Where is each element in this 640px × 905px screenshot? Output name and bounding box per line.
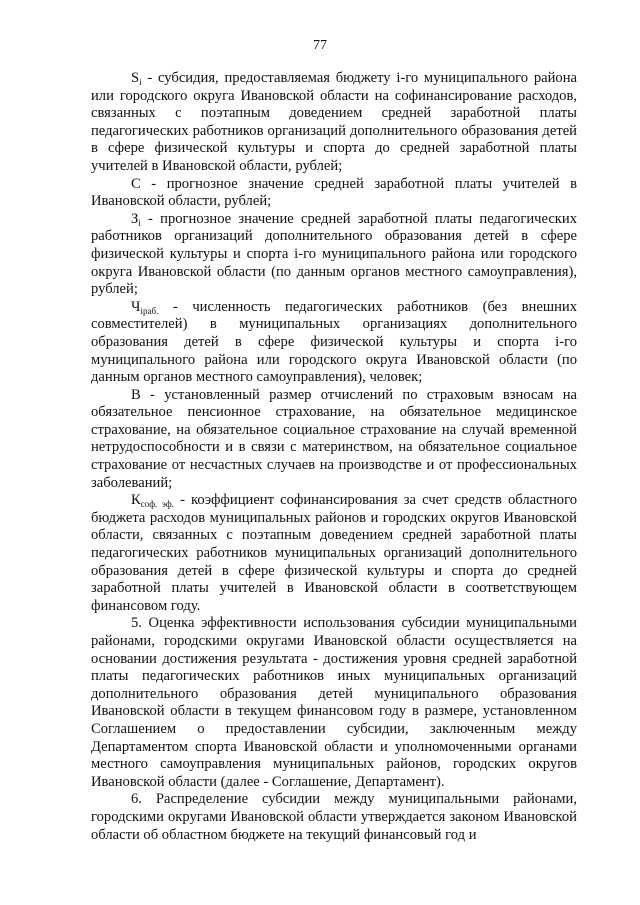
paragraph-text: 6. Распределение субсидии между муниципальными районами, городскими округами Ивановской области утверждается законом Ивановской области об областном бюджете на текущий финансовый год и (91, 791, 577, 843)
definition-k-sof (91, 492, 577, 615)
symbol: К (131, 492, 141, 509)
definition-text: - прогнозное значение средней заработной платы педагогических работников организаций дополнительного образования детей в сфере физической культуры и спорта i-го муниципального района или городского округа Ивановской области (по данным органов местного самоуправления), рублей; (91, 210, 577, 298)
definition-v (91, 387, 577, 493)
symbol-subscript: соф. эф. (140, 499, 174, 510)
paragraph-6 (91, 791, 577, 844)
definition-text: - субсидия, предоставляемая бюджету i-го муниципального района или городского округа Ивановской области на софинансирование расходов, связанных с поэтапным доведением средней заработной платы педагогических работников организаций дополнительного образования детей в сфере физической культуры и спорта до средней заработной платы учителей в Ивановской области, рублей; (91, 70, 577, 174)
symbol-subscript: i (138, 217, 141, 228)
definition-text: - прогнозное значение средней заработной платы учителей в Ивановской области, рублей; (91, 175, 577, 210)
definition-text: - численность педагогических работников (без внешних совместителей) в муниципальных организациях дополнительного образования детей в сфере физической культуры и спорта i-го муниципального района или городского округа Ивановской области (по данным органов местного самоуправления), человек; (91, 298, 577, 386)
page-number: 77 (313, 38, 327, 53)
symbol-subscript: i (139, 77, 142, 87)
symbol: С (131, 175, 141, 192)
symbol: Ч (131, 298, 141, 315)
definition-c (91, 176, 577, 211)
paragraph-text: 5. Оценка эффективности использования субсидии муниципальными районами, городскими округами Ивановской области осуществляется на основании достижения результата - достижения уровня средней заработной платы педагогических работников иных муниципальных организаций дополнительного образования детей муниципального образования Ивановской области в текущем финансовом году в размере, установленном Соглашением о предоставлении субсидии, заключенным между Департаментом спорта Ивановской области и уполномоченными органами местного самоуправления муниципальных районов, городских округов Ивановской области (далее - Соглашение, Департамент). (91, 615, 577, 790)
symbol: S (131, 70, 140, 86)
paragraph-5 (91, 615, 577, 791)
symbol: З (131, 210, 139, 227)
symbol-subscript: iраб. (140, 305, 159, 316)
document-body (91, 70, 577, 844)
definition-text: - установленный размер отчислений по страховым взносам на обязательное пенсионное страхование, на обязательное медицинское страхование, на обязательное социальное страхование на случай временной нетрудоспособности и в связи с материнством, на обязательное социальное страхование от несчастных случаев на производстве и от профессиональных заболеваний; (91, 386, 577, 491)
definition-z-i (91, 211, 577, 299)
definition-ch-irab (91, 299, 577, 387)
definition-s-i (91, 70, 577, 176)
symbol: В (131, 386, 141, 403)
definition-text: - коэффициент софинансирования за счет средств областного бюджета расходов муниципальных районов и городских округов Ивановской области, связанных с поэтапным доведением средней заработной платы педагогических работников муниципальных организаций дополнительного образования детей в сфере физической культуры и спорта до средней заработной платы учителей в Ивановской области в соответствующем финансовом году. (91, 492, 578, 614)
